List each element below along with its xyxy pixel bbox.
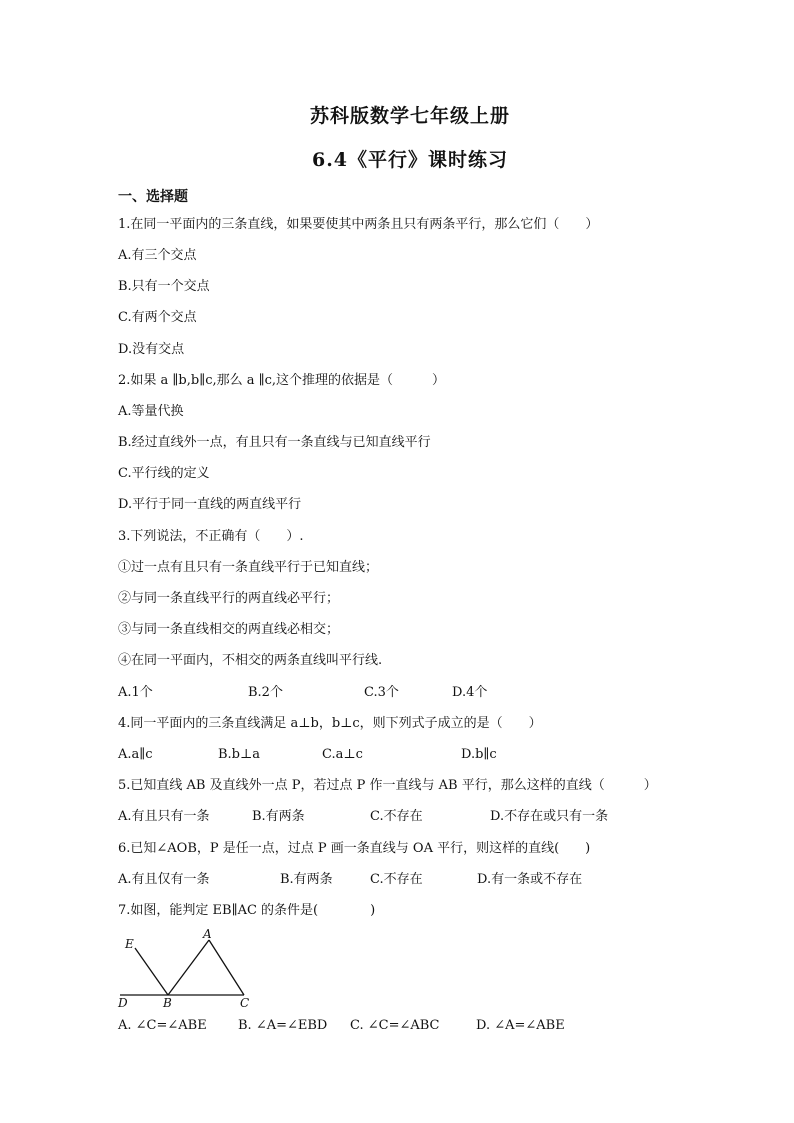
question-3-stem: 3.下列说法，不正确有（ ）.	[118, 529, 304, 544]
question-5-option-c: C.不存在	[370, 809, 423, 824]
question-4-option-b: B.b⊥a	[218, 747, 260, 762]
question-6-option-d: D.有一条或不存在	[477, 872, 583, 887]
geometry-figure	[116, 926, 256, 1010]
question-5-option-d: D.不存在或只有一条	[490, 809, 609, 824]
question-3-statement-1: ①过一点有且只有一条直线平行于已知直线；	[118, 560, 379, 575]
question-4-stem: 4.同一平面内的三条直线满足 a⊥b，b⊥c，则下列式子成立的是（ ）	[118, 716, 542, 731]
question-2-stem: 2.如果 a ∥b,b∥c,那么 a ∥c,这个推理的依据是（ ）	[118, 373, 446, 388]
question-5-options	[118, 809, 718, 825]
question-6-options	[118, 872, 718, 888]
question-5-option-b: B.有两条	[252, 809, 305, 824]
label-c: C	[240, 996, 250, 1010]
segment-eb	[135, 948, 168, 995]
document-title: 苏科版数学七年级上册	[309, 105, 510, 127]
label-a: A	[203, 927, 212, 941]
question-2-option-b: B.经过直线外一点，有且只有一条直线与已知直线平行	[118, 435, 431, 450]
question-3-option-b: B.2个	[248, 685, 283, 700]
question-3-option-a: A.1个	[118, 685, 153, 700]
question-4-options	[118, 747, 718, 763]
question-7-option-b: B. ∠A=∠EBD	[238, 1018, 328, 1033]
question-7-options	[118, 1018, 718, 1034]
question-4-option-a: A.a∥c	[118, 747, 153, 762]
question-1-option-c: C.有两个交点	[118, 310, 197, 325]
question-7-option-a: A. ∠C=∠ABE	[118, 1018, 207, 1033]
question-7-stem: 7.如图，能判定 EB∥AC 的条件是( )	[118, 903, 376, 918]
label-e: E	[125, 937, 134, 951]
section-heading: 一、选择题	[118, 189, 188, 205]
question-2-option-d: D.平行于同一直线的两直线平行	[118, 497, 302, 512]
question-1-stem: 1.在同一平面内的三条直线，如果要使其中两条且只有两条平行，那么它们（ ）	[118, 217, 599, 232]
question-6-option-a: A.有且仅有一条	[118, 872, 210, 887]
document-subtitle: 6.4《平行》课时练习	[311, 149, 509, 171]
question-1-option-a: A.有三个交点	[118, 248, 197, 263]
label-d: D	[118, 996, 128, 1010]
question-6-stem: 6.已知∠AOB，P 是任一点，过点 P 画一条直线与 OA 平行，则这样的直线( )	[118, 841, 591, 856]
question-2-option-c: C.平行线的定义	[118, 466, 210, 481]
segment-ba	[168, 940, 209, 995]
question-7-option-d: D. ∠A=∠ABE	[476, 1018, 565, 1033]
question-1-option-b: B.只有一个交点	[118, 279, 210, 294]
question-3-option-d: D.4个	[452, 685, 488, 700]
question-3-statement-3: ③与同一条直线相交的两直线必相交；	[118, 622, 340, 637]
question-3-statement-4: ④在同一平面内，不相交的两条直线叫平行线.	[118, 653, 383, 668]
question-4-option-d: D.b∥c	[461, 747, 497, 762]
question-5-option-a: A.有且只有一条	[118, 809, 210, 824]
question-1-option-d: D.没有交点	[118, 342, 185, 357]
question-2-option-a: A.等量代换	[118, 404, 184, 419]
question-5-stem: 5.已知直线 AB 及直线外一点 P，若过点 P 作一直线与 AB 平行，那么这样的直线（ ）	[118, 778, 657, 793]
question-7-option-c: C. ∠C=∠ABC	[350, 1018, 440, 1033]
question-4-option-c: C.a⊥c	[322, 747, 363, 762]
question-3-statement-2: ②与同一条直线平行的两直线必平行；	[118, 591, 340, 606]
segment-ac	[209, 940, 244, 995]
question-3-option-c: C.3个	[364, 685, 399, 700]
label-b: B	[163, 996, 172, 1010]
question-3-options	[118, 685, 718, 701]
question-6-option-b: B.有两条	[280, 872, 333, 887]
question-6-option-c: C.不存在	[370, 872, 423, 887]
